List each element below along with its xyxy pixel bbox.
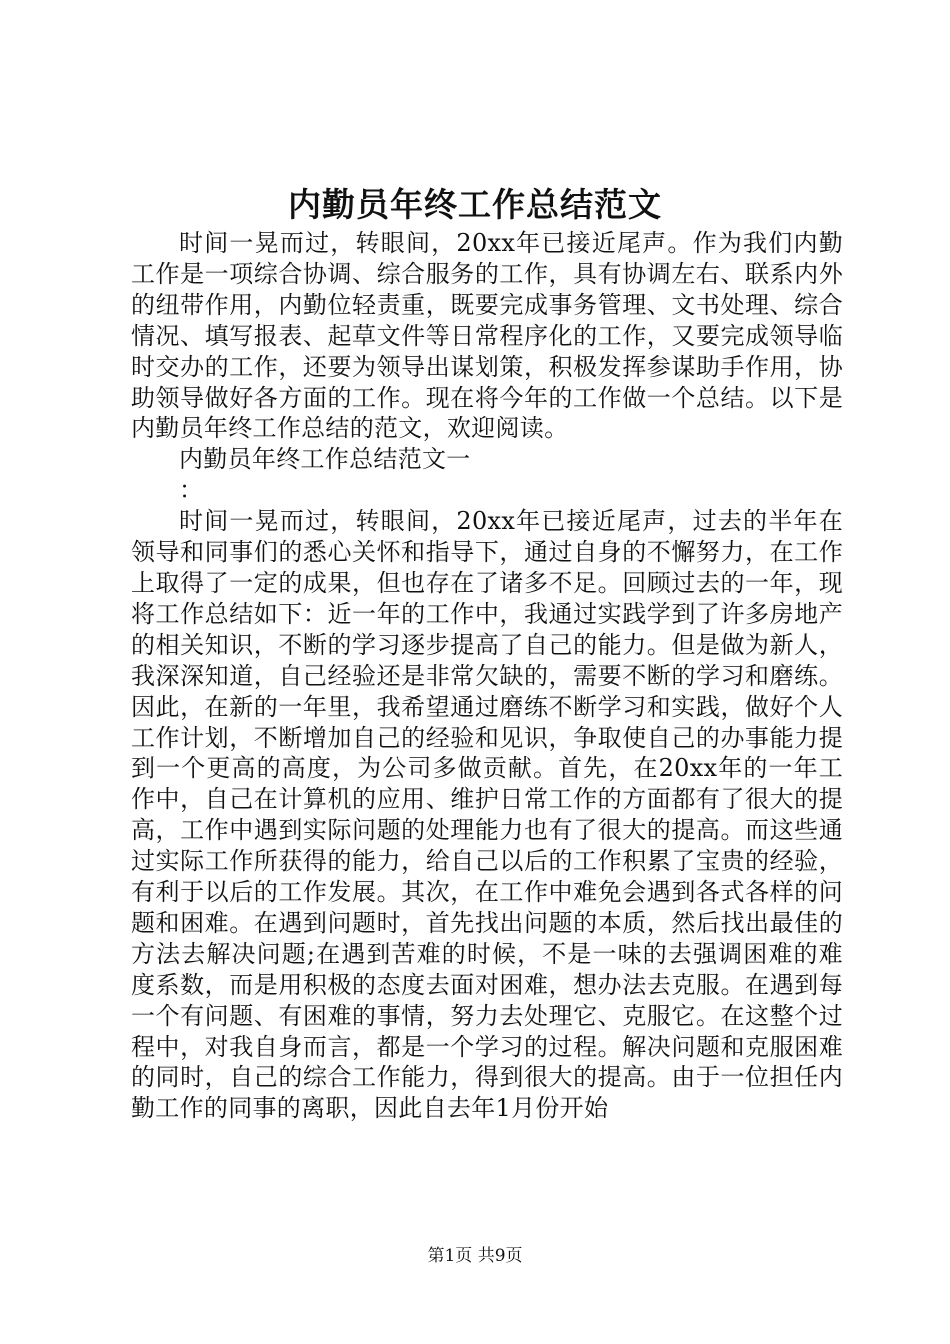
document-body: [131, 228, 843, 1124]
page-footer: 第1页 共9页: [427, 1246, 523, 1266]
section-heading: 内勤员年终工作总结范文一: [179, 445, 471, 474]
section-colon: ：: [179, 476, 204, 505]
body-paragraph: 时间一晃而过，转眼间，20xx年已接近尾声，过去的半年在领导和同事们的悉心关怀和指导下，通过自身的不懈努力，在工作上取得了一定的成果，但也存在了诸多不足。回顾过去的一年，现将工作总结如下：近一年的工作中，我通过实践学到了许多房地产的相关知识，不断的学习逐步提高了自己的能力。但是做为新人，我深深知道，自己经验还是非常欠缺的，需要不断的学习和磨练。因此，在新的一年里，我希望通过磨练不断学习和实践，做好个人工作计划，不断增加自己的经验和见识，争取使自己的办事能力提到一个更高的高度，为公司多做贡献。首先，在20xx年的一年工作中，自己在计算机的应用、维护日常工作的方面都有了很大的提高，工作中遇到实际问题的处理能力也有了很大的提高。而这些通过实际工作所获得的能力，给自己以后的工作积累了宝贵的经验，有利于以后的工作发展。其次，在工作中难免会遇到各式各样的问题和困难。在遇到问题时，首先找出问题的本质，然后找出最佳的方法去解决问题;在遇到苦难的时候，不是一味的去强调困难的难度系数，而是用积极的态度去面对困难，想办法去克服。在遇到每一个有问题、有困难的事情，努力去处理它、克服它。在这整个过程中，对我自身而言，都是一个学习的过程。解决问题和克服困难的同时，自己的综合工作能力，得到很大的提高。由于一位担任内勤工作的同事的离职，因此自去年1月份开始: [131, 507, 843, 1123]
document-title: 内勤员年终工作总结范文: [288, 185, 662, 224]
intro-paragraph: 时间一晃而过，转眼间，20xx年已接近尾声。作为我们内勤工作是一项综合协调、综合服务的工作，具有协调左右、联系内外的纽带作用，内勤位轻责重，既要完成事务管理、文书处理、综合情况、填写报表、起草文件等日常程序化的工作，又要完成领导临时交办的工作，还要为领导出谋划策，积极发挥参谋助手作用，协助领导做好各方面的工作。现在将今年的工作做一个总结。以下是内勤员年终工作总结的范文，欢迎阅读。: [131, 229, 843, 443]
